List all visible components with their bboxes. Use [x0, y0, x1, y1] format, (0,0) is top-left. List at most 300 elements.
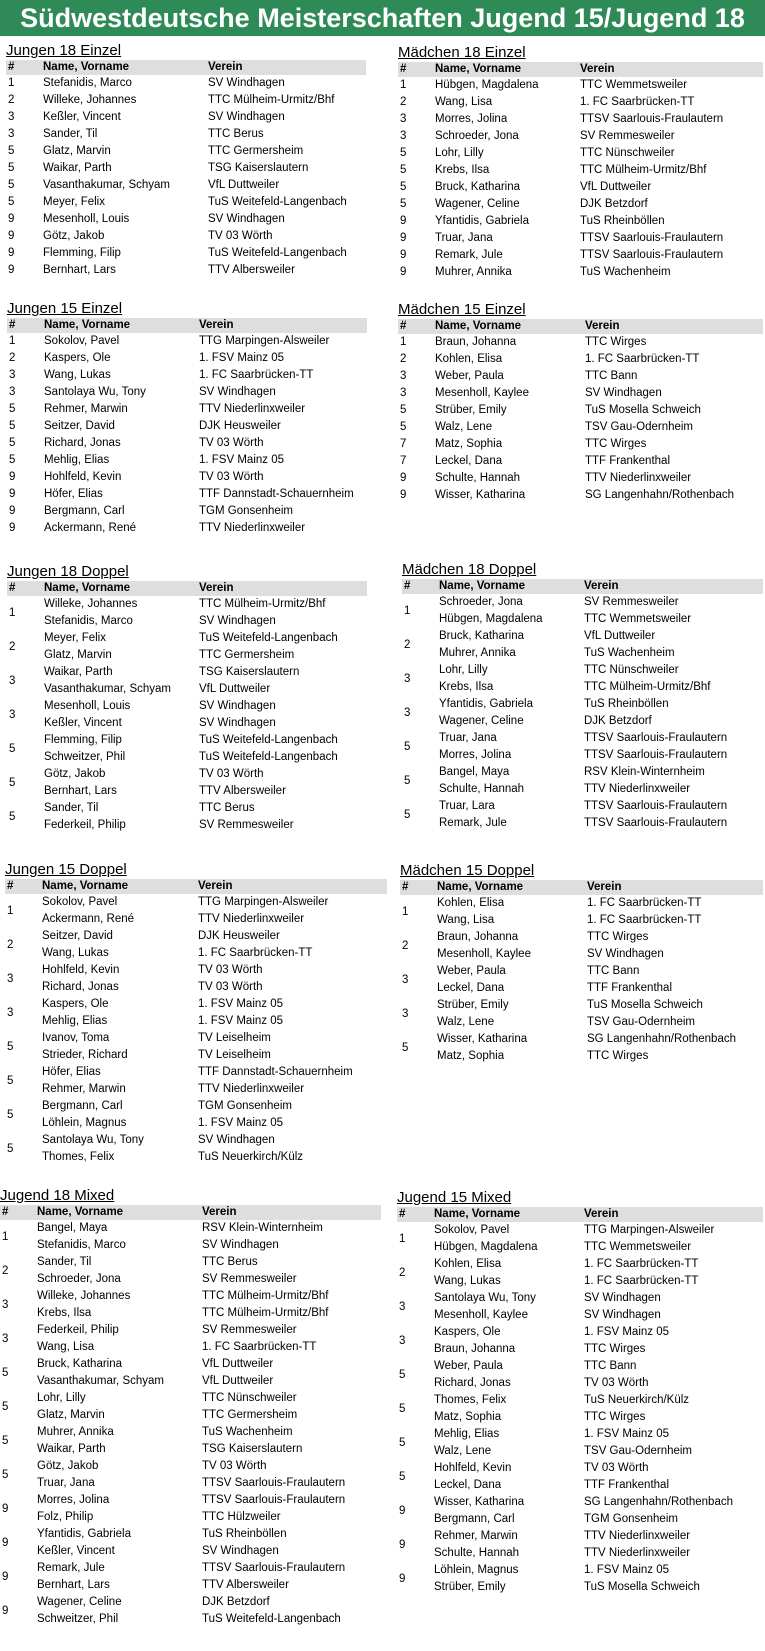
table-row: [0, 1441, 381, 1458]
name-cell: Weber, Paula: [434, 1360, 503, 1372]
rank-cell: 3: [9, 386, 16, 398]
table-row: [7, 596, 367, 613]
name-cell: Willeke, Johannes: [37, 1290, 131, 1302]
header-rank: #: [398, 62, 433, 77]
table-row: [7, 486, 367, 503]
name-cell: Remark, Jule: [435, 249, 503, 261]
rank-cell: 9: [400, 472, 407, 484]
rank-cell: 5: [400, 404, 407, 416]
club-cell: 1. FSV Mainz 05: [198, 1117, 284, 1129]
club-cell: TuS Wachenheim: [580, 266, 671, 278]
header-rank: #: [398, 319, 433, 334]
table-row: [397, 1511, 763, 1528]
club-cell: TTC Wirges: [587, 931, 649, 943]
header-rank: #: [6, 60, 41, 75]
club-cell: TV 03 Wörth: [584, 1462, 649, 1474]
club-cell: SV Windhagen: [202, 1239, 279, 1251]
name-cell: Mehlig, Elias: [44, 454, 110, 466]
table-body: [0, 1220, 381, 1628]
rank-cell: 5: [399, 1402, 406, 1415]
name-cell: Mesenholl, Louis: [43, 213, 130, 225]
club-cell: SG Langenhahn/Rothenbach: [587, 1033, 736, 1045]
rank-cell: 5: [7, 1142, 14, 1155]
rank-cell: 5: [400, 198, 407, 210]
rank-cell: 1: [400, 79, 407, 91]
name-cell: Santolaya Wu, Tony: [42, 1134, 144, 1146]
header-name: Name, Vorname: [41, 60, 206, 75]
table-row: [398, 179, 763, 196]
table-row: [398, 385, 763, 402]
name-cell: Vasanthakumar, Schyam: [44, 683, 171, 695]
club-cell: TTSV Saarlouis-Fraulautern: [202, 1494, 346, 1506]
club-cell: SV Windhagen: [199, 700, 276, 712]
name-cell: Remark, Jule: [37, 1562, 105, 1574]
club-cell: 1. FSV Mainz 05: [584, 1428, 670, 1440]
table-header: [397, 1207, 763, 1222]
rank-cell: 9: [2, 1502, 9, 1515]
results-table: [5, 879, 387, 1166]
table-row: [7, 452, 367, 469]
name-cell: Waikar, Parth: [37, 1443, 106, 1455]
table-row: [0, 1356, 381, 1373]
club-cell: SV Windhagen: [199, 386, 276, 398]
table-row: [398, 247, 763, 264]
table-row: [0, 1458, 381, 1475]
name-cell: Flemming, Filip: [43, 247, 121, 259]
section-title: Mädchen 15 Einzel: [398, 301, 526, 318]
name-cell: Rehmer, Marwin: [434, 1530, 518, 1542]
rank-cell: 2: [9, 352, 16, 364]
club-cell: SG Langenhahn/Rothenbach: [585, 489, 734, 501]
table-row: [6, 177, 366, 194]
rank-cell: 3: [9, 708, 16, 721]
club-cell: TTV Niederlinxweiler: [199, 522, 306, 534]
name-cell: Morres, Jolina: [37, 1494, 110, 1506]
table-header: [398, 319, 763, 334]
name-cell: Braun, Johanna: [437, 931, 519, 943]
rank-cell: 9: [8, 213, 15, 225]
rank-cell: 5: [8, 145, 15, 157]
rank-cell: 9: [8, 247, 15, 259]
table-row: [7, 698, 367, 715]
name-cell: Stefanidis, Marco: [37, 1239, 126, 1251]
rank-cell: 5: [404, 808, 411, 821]
section-title: Mädchen 15 Doppel: [400, 862, 535, 879]
name-cell: Leckel, Dana: [435, 455, 503, 467]
club-cell: TTF Frankenthal: [587, 982, 672, 994]
name-cell: Strüber, Emily: [437, 999, 509, 1011]
club-cell: TSG Kaiserslautern: [199, 666, 300, 678]
club-cell: TTV Niederlinxweiler: [585, 472, 692, 484]
name-cell: Schroeder, Jona: [435, 130, 519, 142]
table-body: [398, 77, 763, 281]
name-cell: Kaspers, Ole: [434, 1326, 501, 1338]
name-cell: Keßler, Vincent: [43, 111, 121, 123]
table-row: [5, 911, 387, 928]
name-cell: Bruck, Katharina: [37, 1358, 123, 1370]
name-cell: Mesenholl, Kaylee: [435, 387, 529, 399]
club-cell: SV Windhagen: [202, 1545, 279, 1557]
club-cell: TTC Wemmetsweiler: [580, 79, 688, 91]
table-header: [402, 579, 763, 594]
name-cell: Keßler, Vincent: [44, 717, 122, 729]
table-row: [397, 1477, 763, 1494]
club-cell: TV 03 Wörth: [198, 981, 263, 993]
table-row: [0, 1560, 381, 1577]
table-row: [5, 894, 387, 911]
rank-cell: 5: [402, 1041, 409, 1054]
club-cell: DJK Betzdorf: [202, 1596, 270, 1608]
club-cell: TTC Wemmetsweiler: [584, 613, 692, 625]
page-title-banner: [0, 0, 765, 36]
club-cell: TV 03 Wörth: [198, 964, 263, 976]
section-title: Mädchen 18 Einzel: [398, 44, 526, 61]
club-cell: TSV Gau-Odernheim: [585, 421, 694, 433]
club-cell: TuS Weitefeld-Langenbach: [202, 1613, 341, 1625]
club-cell: TTC Nünschweiler: [580, 147, 675, 159]
club-cell: TTC Berus: [199, 802, 255, 814]
club-cell: TTV Albersweiler: [202, 1579, 289, 1591]
rank-cell: 2: [2, 1264, 9, 1277]
table-row: [0, 1543, 381, 1560]
section-maedchen-18-doppel: [402, 561, 763, 832]
club-cell: TTC Berus: [208, 128, 264, 140]
table-row: [402, 628, 763, 645]
name-cell: Rehmer, Marwin: [44, 403, 128, 415]
table-row: [7, 783, 367, 800]
table-row: [0, 1424, 381, 1441]
name-cell: Thomes, Felix: [434, 1394, 507, 1406]
name-cell: Leckel, Dana: [434, 1479, 502, 1491]
rank-cell: 9: [2, 1570, 9, 1583]
rank-cell: 5: [8, 162, 15, 174]
table-row: [7, 503, 367, 520]
name-cell: Flemming, Filip: [44, 734, 122, 746]
table-row: [5, 979, 387, 996]
club-cell: VfL Duttweiler: [208, 179, 280, 191]
table-row: [397, 1426, 763, 1443]
header-row: [402, 579, 763, 594]
club-cell: TTV Albersweiler: [208, 264, 295, 276]
name-cell: Schulte, Hannah: [439, 783, 525, 795]
header-rank: #: [402, 579, 437, 594]
club-cell: 1. FSV Mainz 05: [198, 1015, 284, 1027]
table-row: [400, 1031, 763, 1048]
club-cell: TSG Kaiserslautern: [202, 1443, 303, 1455]
table-row: [397, 1545, 763, 1562]
rank-cell: 3: [399, 1334, 406, 1347]
table-row: [7, 749, 367, 766]
rank-cell: 9: [9, 488, 16, 500]
table-header: [400, 880, 763, 895]
name-cell: Morres, Jolina: [439, 749, 512, 761]
club-cell: SV Remmesweiler: [584, 596, 679, 608]
header-club: Verein: [197, 318, 367, 333]
name-cell: Thomes, Felix: [42, 1151, 115, 1163]
table-row: [400, 997, 763, 1014]
table-header: [6, 60, 366, 75]
rank-cell: 9: [400, 215, 407, 227]
rank-cell: 2: [9, 640, 16, 653]
club-cell: TTC Mülheim-Urmitz/Bhf: [584, 681, 711, 693]
table-row: [402, 696, 763, 713]
name-cell: Höfer, Elias: [42, 1066, 101, 1078]
club-cell: TuS Rheinböllen: [202, 1528, 287, 1540]
rank-cell: 5: [7, 1040, 14, 1053]
name-cell: Sokolov, Pavel: [42, 896, 118, 908]
table-row: [398, 334, 763, 351]
name-cell: Lohr, Lilly: [37, 1392, 86, 1404]
rank-cell: 9: [9, 505, 16, 517]
name-cell: Wang, Lisa: [435, 96, 493, 108]
table-row: [397, 1562, 763, 1579]
name-cell: Götz, Jakob: [37, 1460, 99, 1472]
club-cell: TV 03 Wörth: [199, 437, 264, 449]
name-cell: Löhlein, Magnus: [42, 1117, 127, 1129]
name-cell: Hübgen, Magdalena: [439, 613, 543, 625]
header-rank: #: [0, 1205, 35, 1220]
table-row: [5, 1047, 387, 1064]
results-table: [6, 60, 366, 279]
table-row: [398, 419, 763, 436]
header-club: Verein: [200, 1205, 381, 1220]
name-cell: Wang, Lukas: [44, 369, 111, 381]
name-cell: Braun, Johanna: [435, 336, 517, 348]
section-title: Jungen 18 Einzel: [6, 42, 122, 59]
club-cell: SV Windhagen: [208, 77, 285, 89]
club-cell: 1. FC Saarbrücken-TT: [580, 96, 695, 108]
club-cell: TGM Gonsenheim: [198, 1100, 292, 1112]
section-maedchen-15-einzel: [398, 301, 763, 504]
club-cell: TTC Wemmetsweiler: [584, 1241, 692, 1253]
rank-cell: 1: [400, 336, 407, 348]
rank-cell: 5: [7, 1074, 14, 1087]
rank-cell: 3: [400, 113, 407, 125]
table-row: [400, 980, 763, 997]
club-cell: TTF Frankenthal: [585, 455, 670, 467]
club-cell: TTC Bann: [585, 370, 638, 382]
table-row: [7, 800, 367, 817]
name-cell: Hohlfeld, Kevin: [42, 964, 120, 976]
name-cell: Sander, Til: [37, 1256, 92, 1268]
table-row: [402, 713, 763, 730]
club-cell: VfL Duttweiler: [202, 1358, 274, 1370]
table-row: [0, 1220, 381, 1237]
table-row: [397, 1392, 763, 1409]
table-body: [6, 75, 366, 279]
table-row: [402, 815, 763, 832]
name-cell: Schroeder, Jona: [439, 596, 523, 608]
table-row: [402, 798, 763, 815]
rank-cell: 3: [7, 972, 14, 985]
rank-cell: 9: [399, 1572, 406, 1585]
header-club: Verein: [583, 319, 763, 334]
club-cell: 1. FC Saarbrücken-TT: [584, 1275, 699, 1287]
table-row: [5, 1013, 387, 1030]
table-row: [398, 162, 763, 179]
table-row: [5, 945, 387, 962]
club-cell: TuS Weitefeld-Langenbach: [208, 196, 347, 208]
rank-cell: 3: [2, 1298, 9, 1311]
name-cell: Schulte, Hannah: [434, 1547, 520, 1559]
name-cell: Bernhart, Lars: [44, 785, 117, 797]
header-row: [6, 60, 366, 75]
table-row: [6, 126, 366, 143]
table-row: [397, 1443, 763, 1460]
rank-cell: 3: [8, 128, 15, 140]
table-body: [7, 596, 367, 834]
header-club: Verein: [197, 581, 367, 596]
name-cell: Matz, Sophia: [437, 1050, 505, 1062]
table-row: [5, 1030, 387, 1047]
club-cell: TTV Niederlinxweiler: [199, 403, 306, 415]
name-cell: Richard, Jonas: [434, 1377, 511, 1389]
table-row: [398, 94, 763, 111]
club-cell: TTSV Saarlouis-Fraulautern: [584, 817, 728, 829]
table-row: [7, 732, 367, 749]
table-row: [400, 895, 763, 912]
club-cell: TV 03 Wörth: [202, 1460, 267, 1472]
rank-cell: 9: [2, 1604, 9, 1617]
table-row: [7, 367, 367, 384]
rank-cell: 5: [9, 810, 16, 823]
results-table: [397, 1207, 763, 1596]
name-cell: Sander, Til: [43, 128, 98, 140]
table-row: [5, 928, 387, 945]
rank-cell: 3: [8, 111, 15, 123]
header-name: Name, Vorname: [433, 62, 578, 77]
name-cell: Schroeder, Jona: [37, 1273, 121, 1285]
table-row: [398, 111, 763, 128]
club-cell: TuS Rheinböllen: [584, 698, 669, 710]
name-cell: Wang, Lukas: [434, 1275, 501, 1287]
club-cell: DJK Betzdorf: [584, 715, 652, 727]
name-cell: Kaspers, Ole: [44, 352, 111, 364]
table-row: [397, 1239, 763, 1256]
club-cell: 1. FC Saarbrücken-TT: [584, 1258, 699, 1270]
table-row: [7, 664, 367, 681]
name-cell: Bergmann, Carl: [42, 1100, 123, 1112]
header-row: [5, 879, 387, 894]
rank-cell: 9: [399, 1538, 406, 1551]
table-row: [402, 662, 763, 679]
table-row: [7, 469, 367, 486]
table-row: [398, 351, 763, 368]
name-cell: Sokolov, Pavel: [44, 335, 120, 347]
table-row: [402, 645, 763, 662]
name-cell: Mesenholl, Louis: [44, 700, 131, 712]
table-row: [5, 1149, 387, 1166]
results-table: [400, 880, 763, 1065]
club-cell: TTV Niederlinxweiler: [584, 1547, 691, 1559]
name-cell: Sander, Til: [44, 802, 99, 814]
table-row: [400, 929, 763, 946]
header-row: [7, 581, 367, 596]
header-row: [7, 318, 367, 333]
club-cell: DJK Betzdorf: [580, 198, 648, 210]
club-cell: TuS Neuerkirch/Külz: [198, 1151, 304, 1163]
table-row: [400, 912, 763, 929]
table-row: [0, 1577, 381, 1594]
rank-cell: 1: [399, 1232, 406, 1245]
header-name: Name, Vorname: [35, 1205, 200, 1220]
name-cell: Hohlfeld, Kevin: [44, 471, 122, 483]
table-row: [6, 262, 366, 279]
club-cell: 1. FC Saarbrücken-TT: [585, 353, 700, 365]
rank-cell: 2: [402, 939, 409, 952]
rank-cell: 1: [8, 77, 15, 89]
name-cell: Yfantidis, Gabriela: [439, 698, 533, 710]
results-table: [7, 318, 367, 537]
name-cell: Wang, Lisa: [37, 1341, 95, 1353]
name-cell: Krebs, Ilsa: [439, 681, 494, 693]
table-row: [397, 1375, 763, 1392]
name-cell: Truar, Jana: [435, 232, 493, 244]
club-cell: TV 03 Wörth: [208, 230, 273, 242]
section-title: Jungen 15 Einzel: [7, 300, 123, 317]
rank-cell: 5: [399, 1436, 406, 1449]
header-row: [398, 62, 763, 77]
rank-cell: 2: [400, 353, 407, 365]
table-body: [397, 1222, 763, 1596]
club-cell: TTC Wirges: [584, 1343, 646, 1355]
results-table: [7, 581, 367, 834]
club-cell: TTC Mülheim-Urmitz/Bhf: [208, 94, 335, 106]
name-cell: Götz, Jakob: [44, 768, 106, 780]
club-cell: TV 03 Wörth: [199, 768, 264, 780]
table-row: [0, 1305, 381, 1322]
name-cell: Strüber, Emily: [435, 404, 507, 416]
rank-cell: 9: [9, 471, 16, 483]
rank-cell: 3: [404, 672, 411, 685]
club-cell: VfL Duttweiler: [199, 683, 271, 695]
club-cell: SV Windhagen: [198, 1134, 275, 1146]
club-cell: TuS Rheinböllen: [580, 215, 665, 227]
name-cell: Mesenholl, Kaylee: [437, 948, 531, 960]
club-cell: 1. FC Saarbrücken-TT: [199, 369, 314, 381]
name-cell: Matz, Sophia: [435, 438, 503, 450]
section-jungen-15-doppel: [5, 861, 387, 1166]
name-cell: Ivanov, Toma: [42, 1032, 110, 1044]
rank-cell: 5: [9, 454, 16, 466]
name-cell: Strieder, Richard: [42, 1049, 128, 1061]
table-row: [7, 333, 367, 350]
rank-cell: 9: [400, 232, 407, 244]
club-cell: TTSV Saarlouis-Fraulautern: [202, 1562, 346, 1574]
table-row: [400, 1014, 763, 1031]
club-cell: TTC Germersheim: [199, 649, 295, 661]
rank-cell: 5: [400, 147, 407, 159]
name-cell: Bergmann, Carl: [434, 1513, 515, 1525]
club-cell: TTV Niederlinxweiler: [584, 1530, 691, 1542]
club-cell: TTSV Saarlouis-Fraulautern: [580, 249, 724, 261]
section-title: Jugend 18 Mixed: [0, 1187, 115, 1204]
name-cell: Walz, Lene: [434, 1445, 492, 1457]
name-cell: Truar, Jana: [37, 1477, 95, 1489]
name-cell: Federkeil, Philip: [44, 819, 126, 831]
club-cell: SV Windhagen: [208, 213, 285, 225]
rank-cell: 1: [2, 1230, 9, 1243]
name-cell: Krebs, Ilsa: [435, 164, 490, 176]
header-club: Verein: [585, 880, 763, 895]
table-row: [7, 766, 367, 783]
rank-cell: 5: [404, 740, 411, 753]
header-row: [400, 880, 763, 895]
name-cell: Schweitzer, Phil: [37, 1613, 119, 1625]
rank-cell: 3: [400, 387, 407, 399]
club-cell: TTC Nünschweiler: [584, 664, 679, 676]
table-row: [7, 715, 367, 732]
